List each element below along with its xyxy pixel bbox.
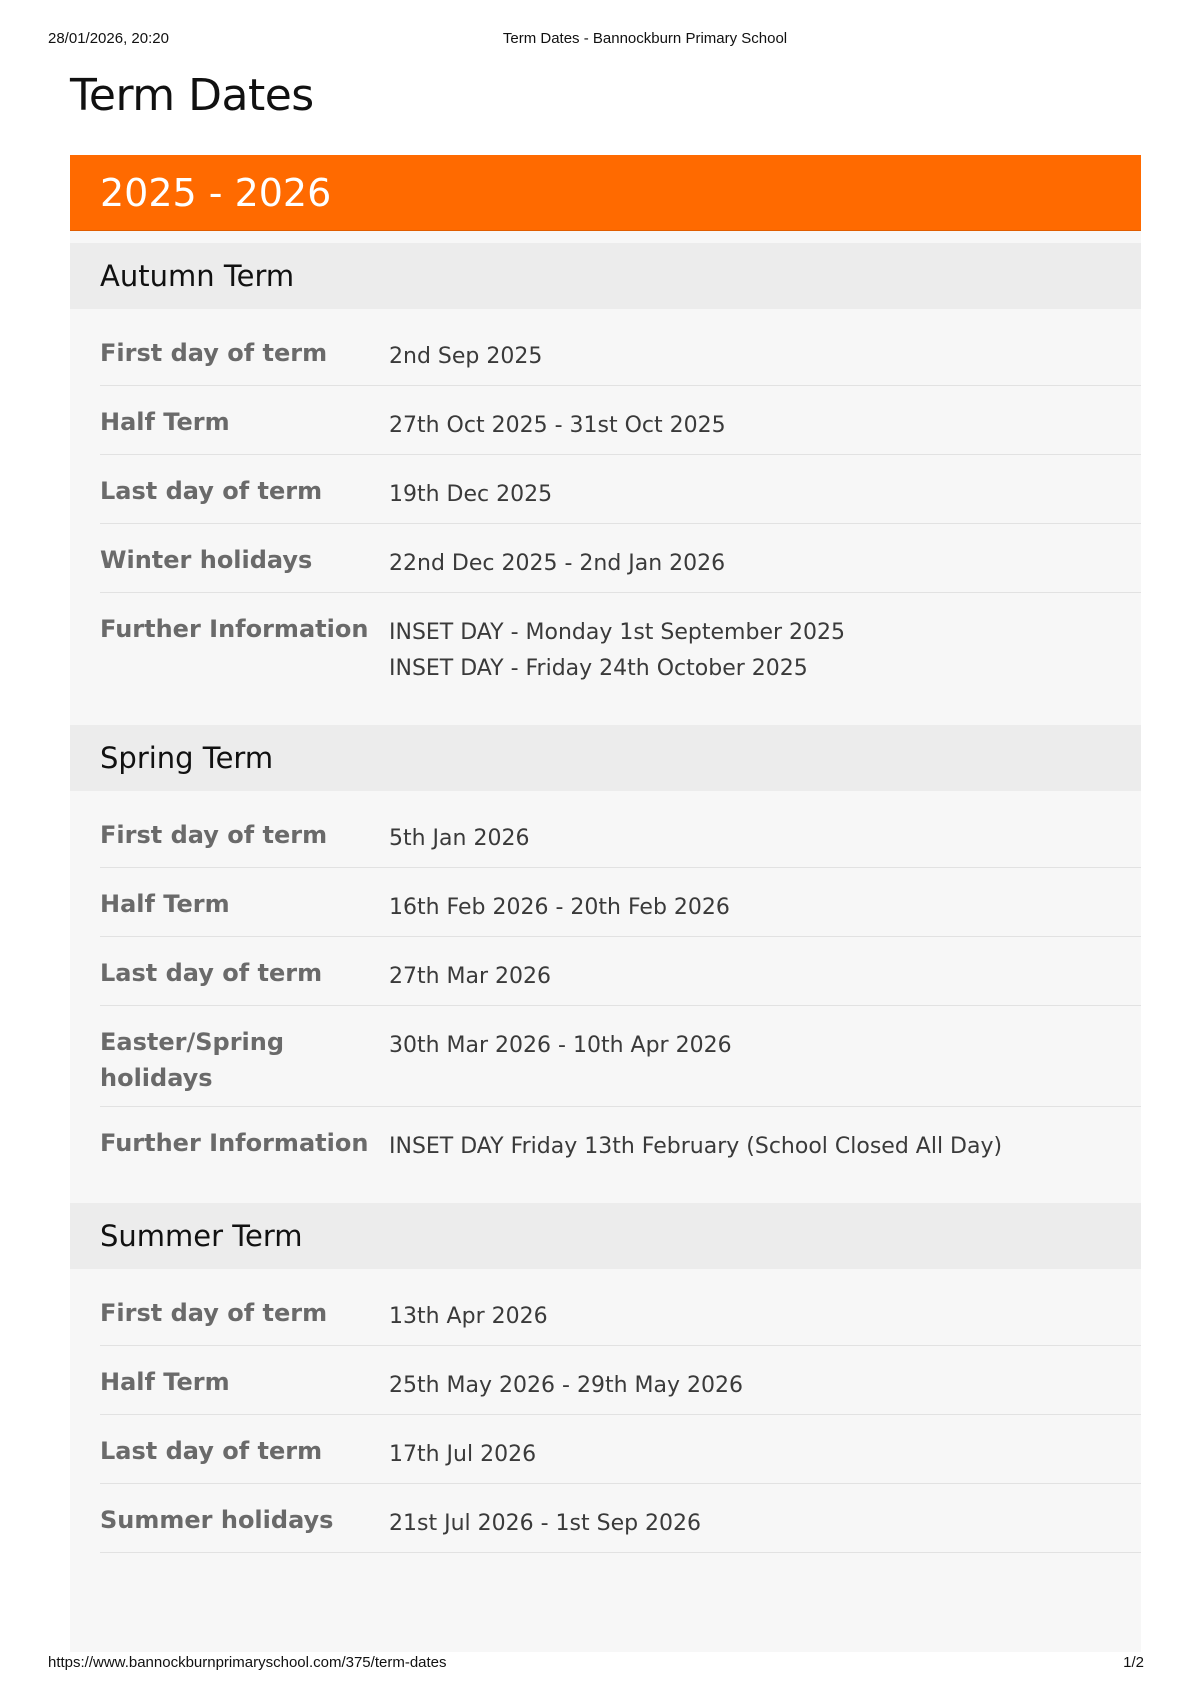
page-title: Term Dates bbox=[70, 70, 314, 121]
print-header bbox=[48, 30, 1152, 50]
table-row bbox=[100, 1006, 1141, 1107]
row-value bbox=[389, 1107, 1141, 1175]
row-label: Further Information bbox=[100, 615, 369, 643]
term-table bbox=[70, 309, 1141, 713]
print-page-title: Term Dates - Bannockburn Primary School bbox=[502, 30, 788, 47]
row-label: Summer holidays bbox=[100, 1506, 334, 1534]
row-label: Half Term bbox=[100, 890, 230, 918]
table-row bbox=[100, 799, 1141, 868]
row-label: Further Information bbox=[100, 1129, 369, 1157]
term-table bbox=[70, 791, 1141, 1191]
term-table bbox=[70, 1269, 1141, 1569]
table-row bbox=[100, 1484, 1141, 1553]
page-url: https://www.bannockburnprimaryschool.com/375/term-dates bbox=[48, 1654, 447, 1671]
row-label: Half Term bbox=[100, 1368, 230, 1396]
row-label: First day of term bbox=[100, 1299, 328, 1327]
page-number: 1/2 bbox=[1123, 1654, 1144, 1671]
row-label: Last day of term bbox=[100, 959, 323, 987]
row-value: 22nd Dec 2025 - 2nd Jan 2026 bbox=[389, 551, 726, 576]
row-value: 25th May 2026 - 29th May 2026 bbox=[389, 1373, 743, 1398]
row-value: 30th Mar 2026 - 10th Apr 2026 bbox=[389, 1033, 732, 1058]
row-value: 27th Mar 2026 bbox=[389, 964, 552, 989]
row-value bbox=[389, 593, 1141, 697]
table-row bbox=[100, 868, 1141, 937]
info-line: INSET DAY - Monday 1st September 2025 bbox=[389, 620, 846, 645]
term-dates-content bbox=[70, 155, 1141, 1652]
table-row bbox=[100, 317, 1141, 386]
row-value: 5th Jan 2026 bbox=[389, 826, 530, 851]
row-label: Last day of term bbox=[100, 477, 323, 505]
row-label: First day of term bbox=[100, 821, 328, 849]
info-line: INSET DAY - Friday 24th October 2025 bbox=[389, 656, 808, 681]
row-value: 19th Dec 2025 bbox=[389, 482, 553, 507]
row-value: 13th Apr 2026 bbox=[389, 1304, 548, 1329]
print-footer bbox=[48, 1654, 1152, 1674]
table-row bbox=[100, 524, 1141, 593]
term-section-summer bbox=[70, 1203, 1141, 1569]
table-row bbox=[100, 1415, 1141, 1484]
term-section-spring bbox=[70, 725, 1141, 1191]
term-heading: Spring Term bbox=[70, 725, 1141, 791]
row-label: Easter/Spring holidays bbox=[100, 1028, 285, 1092]
term-heading: Summer Term bbox=[70, 1203, 1141, 1269]
row-value: 2nd Sep 2025 bbox=[389, 344, 543, 369]
table-row-further-info bbox=[100, 593, 1141, 697]
print-datetime: 28/01/2026, 20:20 bbox=[48, 30, 169, 47]
table-row-further-info bbox=[100, 1107, 1141, 1175]
info-line: INSET DAY Friday 13th February (School Closed All Day) bbox=[389, 1134, 1003, 1159]
table-row bbox=[100, 455, 1141, 524]
table-row bbox=[100, 1346, 1141, 1415]
row-value: 27th Oct 2025 - 31st Oct 2025 bbox=[389, 413, 726, 438]
row-label: Last day of term bbox=[100, 1437, 323, 1465]
row-value: 21st Jul 2026 - 1st Sep 2026 bbox=[389, 1511, 702, 1536]
row-value: 16th Feb 2026 - 20th Feb 2026 bbox=[389, 895, 730, 920]
year-banner: 2025 - 2026 bbox=[70, 155, 1141, 231]
row-value: 17th Jul 2026 bbox=[389, 1442, 537, 1467]
row-label: Half Term bbox=[100, 408, 230, 436]
row-label: First day of term bbox=[100, 339, 328, 367]
table-row bbox=[100, 937, 1141, 1006]
table-row bbox=[100, 1277, 1141, 1346]
term-heading: Autumn Term bbox=[70, 243, 1141, 309]
row-label: Winter holidays bbox=[100, 546, 313, 574]
term-section-autumn bbox=[70, 243, 1141, 713]
table-row bbox=[100, 386, 1141, 455]
